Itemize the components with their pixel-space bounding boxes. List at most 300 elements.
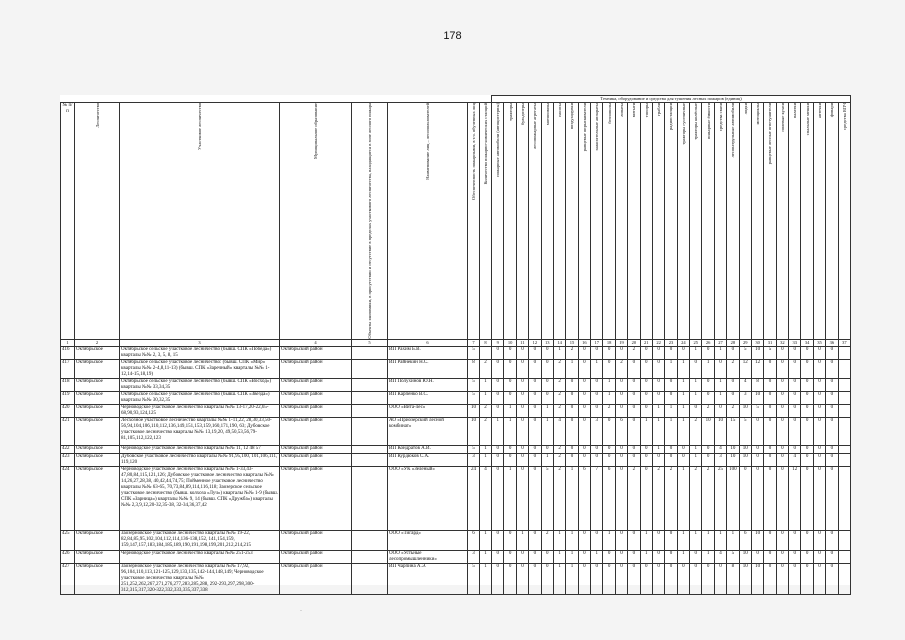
value-cell: 1	[690, 346, 702, 359]
forestry-cell: Октябрьское	[75, 466, 120, 530]
value-cell: 0	[516, 563, 528, 594]
forestry-cell: Октябрьское	[75, 445, 120, 453]
value-cell: 1	[541, 404, 553, 417]
objects-cell	[352, 346, 388, 359]
value-cell: 0	[640, 346, 652, 359]
value-cell: 2	[652, 466, 664, 530]
header-resource-21: лодки	[739, 103, 751, 340]
value-cell: 0	[813, 550, 825, 563]
table-row	[61, 378, 851, 391]
value-cell: 0	[578, 404, 590, 417]
value-cell: 0	[677, 346, 689, 359]
value-cell: 0	[603, 563, 615, 594]
column-number: 8	[480, 339, 492, 346]
value-cell: 0	[677, 445, 689, 453]
value-cell: 0	[529, 346, 541, 359]
value-cell: 0	[714, 359, 726, 378]
objects-cell	[352, 550, 388, 563]
municipality-cell: Октябрьский район	[280, 346, 352, 359]
column-number: 32	[776, 339, 788, 346]
value-cell: 0	[751, 550, 763, 563]
value-cell: 1	[714, 391, 726, 404]
objects-cell	[352, 391, 388, 404]
value-cell: 1	[702, 530, 714, 550]
value-cell: 10	[468, 417, 480, 445]
header-resource-7: воздуходувки	[566, 103, 578, 340]
column-number: 11	[516, 339, 528, 346]
municipality-cell: Октябрьский район	[280, 404, 352, 417]
value-cell: 0	[628, 445, 640, 453]
value-cell: 1	[640, 530, 652, 550]
value-cell: 0	[492, 378, 504, 391]
value-cell: 0	[764, 466, 776, 530]
forestry-cell: Октябрьское	[75, 346, 120, 359]
column-number: 37	[838, 339, 851, 346]
value-cell: 0	[492, 550, 504, 563]
value-cell: 0	[801, 359, 813, 378]
value-cell: 10	[468, 404, 480, 417]
row-number: 416	[61, 346, 75, 359]
table-row	[61, 453, 851, 466]
value-cell: 10	[751, 563, 763, 594]
value-cell: 1	[566, 359, 578, 378]
value-cell: 0	[640, 563, 652, 594]
header-resource-9: зажигательные аппараты	[591, 103, 603, 340]
value-cell: 0	[566, 404, 578, 417]
value-cell: 0	[578, 445, 590, 453]
value-cell: 0	[813, 378, 825, 391]
value-cell: 0	[813, 346, 825, 359]
value-cell: 0	[801, 466, 813, 530]
value-cell: 0	[789, 346, 801, 359]
value-cell: 0	[529, 417, 541, 445]
header-resource-19: средства связи	[714, 103, 726, 340]
value-cell: 0	[541, 550, 553, 563]
value-cell: 1	[690, 445, 702, 453]
value-cell	[838, 563, 851, 594]
value-cell: 15	[727, 417, 739, 445]
value-cell	[838, 417, 851, 445]
value-cell: 10	[702, 417, 714, 445]
column-number: 10	[504, 339, 516, 346]
value-cell: 1	[504, 466, 516, 530]
column-number: 26	[702, 339, 714, 346]
column-number: 16	[578, 339, 590, 346]
value-cell: 10	[751, 391, 763, 404]
value-cell: 0	[826, 466, 838, 530]
value-cell: 0	[640, 378, 652, 391]
value-cell: 0	[690, 550, 702, 563]
value-cell: 10	[739, 550, 751, 563]
company-cell: ИП Рахим Б.В.	[388, 346, 468, 359]
district-cell: Черноводское участковое лесничество кварталы №№ 1-33,43-47,80,84,115,121,126; Дубовское участковое лесничество кварталы №№ 14,26,27,28,38, 40,42,44,74,75; Пойменное участковое лесничество кварталы №№ 63-65, 70,73,84,89,114,116,118; Заозерское сельское участковое лесничество (бывш. колхоза «Луч») кварталы №№ 1-9 (бывш. СПК «Зарница») кварталы №№ 9, 14 (бывш. СПК «Дружба») кварталы №№ 2,3,9,12,20-32,35-38, 32-34,36,37,42	[120, 466, 280, 530]
header-resource-10: бензопилы	[603, 103, 615, 340]
table-row	[61, 445, 851, 453]
value-cell: 0	[541, 359, 553, 378]
value-cell: 0	[615, 563, 627, 594]
value-cell: 0	[813, 530, 825, 550]
value-cell: 0	[541, 445, 553, 453]
value-cell: 6	[578, 466, 590, 530]
header-resource-14: грабли	[652, 103, 664, 340]
column-number: 22	[652, 339, 664, 346]
value-cell: 10	[727, 445, 739, 453]
value-cell: 0	[751, 453, 763, 466]
header-resource-15: радиостанции	[665, 103, 677, 340]
row-number: 421	[61, 417, 75, 445]
table-row	[61, 530, 851, 550]
value-cell: 0	[578, 550, 590, 563]
value-cell: 0	[578, 346, 590, 359]
value-cell: 0	[826, 378, 838, 391]
value-cell: 0	[776, 378, 788, 391]
value-cell: 0	[789, 378, 801, 391]
value-cell: 0	[751, 417, 763, 445]
value-cell: 0	[628, 550, 640, 563]
column-number: 33	[789, 339, 801, 346]
value-cell: 0	[702, 445, 714, 453]
value-cell	[838, 391, 851, 404]
objects-cell	[352, 453, 388, 466]
value-cell: 0	[665, 530, 677, 550]
value-cell: 1	[480, 563, 492, 594]
value-cell: 0	[813, 453, 825, 466]
value-cell: 8	[751, 378, 763, 391]
value-cell: 7	[591, 466, 603, 530]
company-cell: ООО «Вита-лес»	[388, 404, 468, 417]
scan-mark: ·	[300, 608, 302, 614]
value-cell: 0	[789, 563, 801, 594]
value-cell: 1	[566, 530, 578, 550]
value-cell: 1	[714, 378, 726, 391]
value-cell: 0	[504, 563, 516, 594]
column-number: 29	[739, 339, 751, 346]
forestry-cell: Октябрьское	[75, 563, 120, 594]
municipality-cell: Октябрьский район	[280, 550, 352, 563]
header-forestry: Лесничество	[75, 103, 120, 340]
value-cell: 0	[764, 391, 776, 404]
header-resource-17: тракторы колёсные	[690, 103, 702, 340]
value-cell: 0	[727, 346, 739, 359]
value-cell: 0	[813, 563, 825, 594]
value-cell: 10	[714, 417, 726, 445]
value-cell: 1	[566, 550, 578, 563]
value-cell: 0	[529, 391, 541, 404]
value-cell: 1	[690, 530, 702, 550]
value-cell: 0	[714, 404, 726, 417]
value-cell: 0	[739, 466, 751, 530]
value-cell: 0	[801, 378, 813, 391]
value-cell: 0	[529, 404, 541, 417]
value-cell: 0	[652, 391, 664, 404]
table-row	[61, 563, 851, 594]
header-resource-18: пожарные ёмкости	[702, 103, 714, 340]
column-number: 6	[388, 339, 468, 346]
value-cell: 2	[553, 466, 565, 530]
value-cell: 0	[529, 453, 541, 466]
value-cell: 25	[714, 466, 726, 530]
value-cell: 0	[504, 445, 516, 453]
value-cell: 2	[690, 466, 702, 530]
value-cell: 0	[652, 530, 664, 550]
value-cell: 0	[529, 445, 541, 453]
value-cell: 3	[714, 453, 726, 466]
value-cell: 0	[665, 453, 677, 466]
header-pcs: Количество пожарно-химических станций	[480, 103, 492, 340]
column-number: 5	[352, 339, 388, 346]
document-sheet	[60, 95, 850, 593]
value-cell: 5	[764, 346, 776, 359]
value-cell	[838, 453, 851, 466]
row-number: 417	[61, 359, 75, 378]
table-row	[61, 391, 851, 404]
header-resource-2: тракторы	[504, 103, 516, 340]
value-cell: 0	[702, 346, 714, 359]
municipality-cell: Октябрьский район	[280, 359, 352, 378]
value-cell: 0	[776, 563, 788, 594]
row-number: 426	[61, 550, 75, 563]
header-objects: Объекты экономики, в присутствии и отсутствие в пределах участкового лесничества, находящиеся в зоне лесного пожара	[352, 103, 388, 340]
forestry-cell: Октябрьское	[75, 404, 120, 417]
objects-cell	[352, 563, 388, 594]
value-cell	[480, 346, 492, 359]
column-number: 12	[529, 339, 541, 346]
header-resource-23: ранцевые лесные огнетушители	[764, 103, 776, 340]
header-resource-28: фонари	[826, 103, 838, 340]
value-cell: 0	[826, 563, 838, 594]
value-cell: 2	[480, 417, 492, 445]
value-cell: 0	[826, 359, 838, 378]
value-cell: 0	[591, 530, 603, 550]
value-cell: 0	[677, 563, 689, 594]
value-cell: 0	[628, 359, 640, 378]
district-cell: Черноводское участковое лесничество кварталы №№ 11, 12 48 57	[120, 445, 280, 453]
row-number: 423	[61, 453, 75, 466]
value-cell: 0	[529, 550, 541, 563]
header-resource-13: топоры	[640, 103, 652, 340]
value-cell: 0	[628, 563, 640, 594]
header-district: Участковое лесничество	[120, 103, 280, 340]
header-no: № п/п	[61, 103, 75, 340]
value-cell: 1	[714, 346, 726, 359]
value-cell: 1	[665, 417, 677, 445]
header-group-title: Техника, оборудование и средства для тушения лесных пожаров (единиц)	[492, 96, 851, 103]
value-cell: 0	[640, 404, 652, 417]
row-number: 425	[61, 530, 75, 550]
value-cell: 0	[615, 445, 627, 453]
value-cell: 2	[690, 417, 702, 445]
value-cell: 0	[603, 417, 615, 445]
value-cell: 5	[468, 445, 480, 453]
header-resource-4: лесопожарные агрегаты	[529, 103, 541, 340]
row-number: 427	[61, 563, 75, 594]
value-cell: 1	[677, 530, 689, 550]
row-number: 419	[61, 391, 75, 404]
value-cell: 0	[801, 530, 813, 550]
column-number: 14	[553, 339, 565, 346]
value-cell: 0	[628, 391, 640, 404]
value-cell: 10	[727, 453, 739, 466]
value-cell: 1	[591, 550, 603, 563]
value-cell: 0	[566, 453, 578, 466]
value-cell: 2	[603, 404, 615, 417]
value-cell: 0	[826, 391, 838, 404]
value-cell: 0	[764, 550, 776, 563]
value-cell: 0	[801, 453, 813, 466]
value-cell: 2	[553, 404, 565, 417]
value-cell: 1	[677, 404, 689, 417]
value-cell: 0	[764, 378, 776, 391]
value-cell: 0	[789, 391, 801, 404]
value-cell: 12	[789, 466, 801, 530]
value-cell: 0	[764, 359, 776, 378]
value-cell: 0	[529, 359, 541, 378]
value-cell: 1	[603, 391, 615, 404]
value-cell	[838, 445, 851, 453]
value-cell: 0	[776, 445, 788, 453]
value-cell: 0	[751, 445, 763, 453]
column-number: 15	[566, 339, 578, 346]
value-cell: 0	[492, 445, 504, 453]
value-cell: 1	[702, 550, 714, 563]
value-cell: 5	[541, 466, 553, 530]
header-resource-22: мотоциклы	[751, 103, 763, 340]
column-number: 36	[826, 339, 838, 346]
value-cell: 0	[628, 530, 640, 550]
value-cell: 1	[480, 530, 492, 550]
value-cell: 0	[665, 391, 677, 404]
value-cell: 0	[764, 453, 776, 466]
column-number: 20	[628, 339, 640, 346]
value-cell: 0	[776, 391, 788, 404]
value-cell: 6	[468, 530, 480, 550]
column-number: 35	[813, 339, 825, 346]
value-cell: 8	[727, 563, 739, 594]
value-cell: 10	[739, 445, 751, 453]
district-cell: Дубовское участковое лесничество кварталы №№ 91,95,100, 101,106,111, 119,120	[120, 453, 280, 466]
value-cell: 0	[603, 359, 615, 378]
value-cell: 0	[776, 453, 788, 466]
value-cell: 0	[801, 417, 813, 445]
value-cell: 0	[665, 445, 677, 453]
value-cell: 0	[640, 445, 652, 453]
column-number: 9	[492, 339, 504, 346]
value-cell: 1	[702, 359, 714, 378]
value-cell: 0	[665, 550, 677, 563]
header-company: Наименование лиц – лесопользователей	[388, 103, 468, 340]
value-cell: 0	[813, 445, 825, 453]
value-cell: 1	[665, 404, 677, 417]
company-cell: ООО «Устьные лесопромышленники»	[388, 550, 468, 563]
value-cell: 1	[652, 404, 664, 417]
value-cell: 0	[578, 453, 590, 466]
value-cell: 8	[468, 359, 480, 378]
value-cell: 1	[690, 453, 702, 466]
value-cell: 0	[516, 404, 528, 417]
value-cell: 0	[504, 378, 516, 391]
value-cell: 0	[751, 466, 763, 530]
value-cell: 2	[480, 359, 492, 378]
value-cell: 0	[615, 466, 627, 530]
column-number: 27	[714, 339, 726, 346]
value-cell: 0	[603, 445, 615, 453]
company-cell: ИП Курдюков С.А.	[388, 453, 468, 466]
value-cell	[838, 359, 851, 378]
district-cell: Черноводское участковое лесничество кварталы №№ 13-17,20-22,65-68,90,93,124,125	[120, 404, 280, 417]
value-cell: 4	[714, 445, 726, 453]
value-cell: 0	[566, 378, 578, 391]
header-blank	[61, 96, 492, 103]
value-cell: 1	[504, 404, 516, 417]
municipality-cell: Октябрьский район	[280, 466, 352, 530]
value-cell: 0	[516, 453, 528, 466]
value-cell: 0	[516, 550, 528, 563]
page-number: 178	[443, 30, 462, 42]
value-cell	[838, 378, 851, 391]
value-cell: 0	[628, 417, 640, 445]
value-cell: 1	[553, 563, 565, 594]
value-cell: 10	[751, 530, 763, 550]
value-cell: 5	[739, 346, 751, 359]
column-number: 13	[541, 339, 553, 346]
value-cell: 1	[591, 359, 603, 378]
value-cell: 5	[739, 417, 751, 445]
value-cell: 5	[468, 563, 480, 594]
municipality-cell: Октябрьский район	[280, 378, 352, 391]
forestry-cell: Октябрьское	[75, 417, 120, 445]
value-cell: 0	[529, 378, 541, 391]
value-cell: 1	[677, 417, 689, 445]
value-cell: 2	[727, 404, 739, 417]
header-resource-27: аптечки	[813, 103, 825, 340]
forestry-cell: Октябрьское	[75, 530, 120, 550]
value-cell: 0	[591, 391, 603, 404]
value-cell: 0	[789, 417, 801, 445]
value-cell: 0	[702, 563, 714, 594]
value-cell: 0	[764, 530, 776, 550]
column-number: 28	[727, 339, 739, 346]
value-cell: 0	[727, 378, 739, 391]
value-cell: 2	[553, 378, 565, 391]
value-cell: 6	[603, 466, 615, 530]
value-cell: 12	[739, 359, 751, 378]
table-row	[61, 550, 851, 563]
value-cell: 5	[727, 550, 739, 563]
value-cell	[838, 346, 851, 359]
value-cell: 0	[516, 466, 528, 530]
value-cell: 0	[541, 378, 553, 391]
value-cell: 3	[739, 391, 751, 404]
value-cell: 1	[480, 453, 492, 466]
forestry-cell: Октябрьское	[75, 550, 120, 563]
municipality-cell: Октябрьский район	[280, 563, 352, 594]
value-cell: 0	[826, 530, 838, 550]
value-cell: 0	[776, 346, 788, 359]
value-cell: 0	[591, 346, 603, 359]
value-cell: 0	[702, 453, 714, 466]
header-resource-5: мотопомпы	[541, 103, 553, 340]
value-cell: 5	[468, 346, 480, 359]
value-cell: 0	[764, 445, 776, 453]
value-cell: 0	[640, 359, 652, 378]
value-cell: 2	[628, 346, 640, 359]
value-cell: 0	[665, 378, 677, 391]
value-cell: 2	[553, 391, 565, 404]
value-cell: 0	[789, 530, 801, 550]
value-cell: 0	[492, 466, 504, 530]
value-cell: 0	[690, 563, 702, 594]
value-cell: 0	[813, 404, 825, 417]
